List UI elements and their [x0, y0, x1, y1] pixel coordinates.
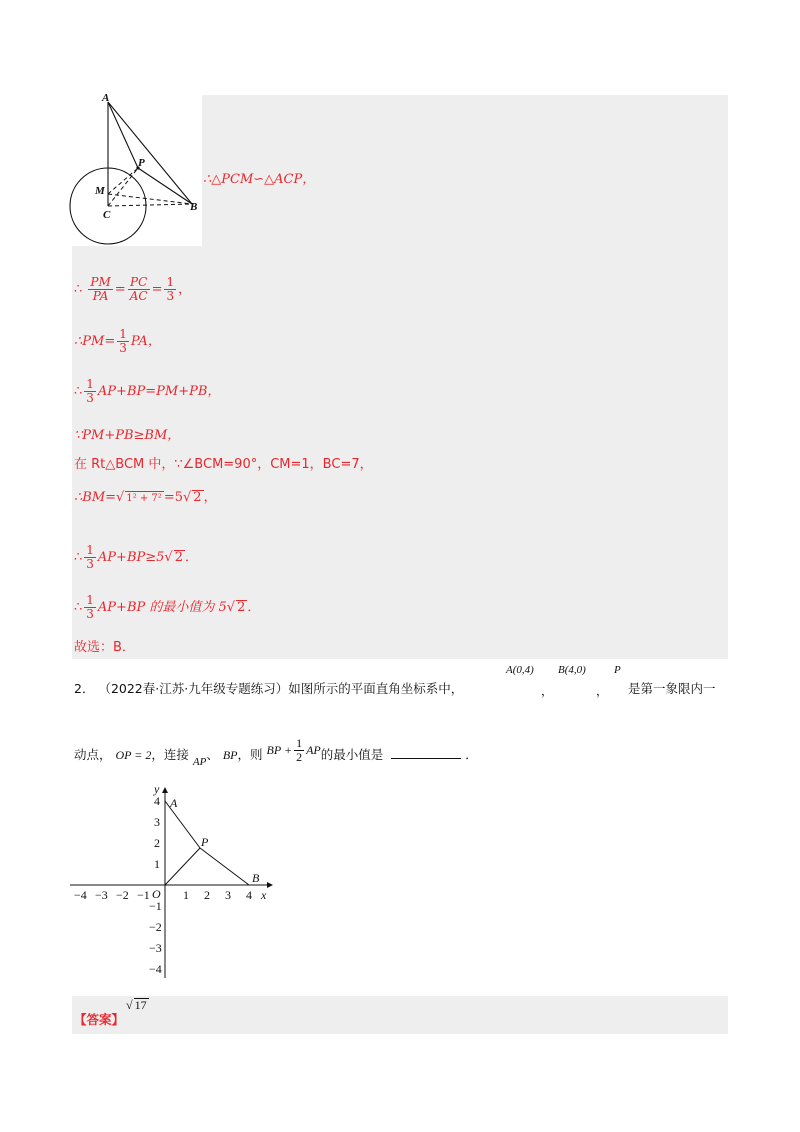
y-tick-label: 4 — [154, 794, 160, 808]
pm-line: ∴PM= $\frac{1}{3}$ PA， — [74, 327, 161, 355]
answer-label: 【答案】 — [74, 1012, 125, 1027]
segment-cp — [108, 168, 138, 206]
sum-line: ∴ $\frac{1}{3}$ AP+BP=PM+PB， — [74, 377, 221, 405]
label-p: P — [138, 157, 145, 169]
min-line: ∴ $\frac{1}{3}$ AP+BP 的最小值为 5√ 2 ． — [74, 593, 261, 621]
problem2-line1: 2． （2022春·江苏·九年级专题练习）如图所示的平面直角坐标系中， — [74, 681, 464, 696]
point-b-coord: B(4,0) — [558, 664, 586, 676]
comma-b: ， — [596, 684, 609, 698]
x-tick-label: 2 — [204, 888, 210, 902]
x-tick-label: 4 — [246, 888, 252, 902]
ge-line: ∴ $\frac{1}{3}$ AP+BP≥5√ 2 ． — [74, 543, 199, 571]
y-tick-label: −3 — [149, 941, 162, 955]
point-a-coord: A(0,4) — [506, 664, 534, 676]
y-tick-label: 3 — [154, 815, 160, 829]
x-ticks — [74, 888, 252, 902]
point-a-label: A — [170, 796, 178, 810]
y-tick-label: 1 — [154, 857, 160, 871]
point-b-label: B — [252, 871, 260, 885]
x-tick-label: −3 — [95, 888, 108, 902]
problem2-tail1: 是第一象限内一 — [628, 681, 716, 696]
x-tick-label: −1 — [137, 888, 150, 902]
y-tick-label: −1 — [149, 899, 162, 913]
x-tick-label: 1 — [183, 888, 189, 902]
choice-line: 故选：B． — [74, 640, 135, 655]
x-tick-label: −4 — [74, 888, 87, 902]
label-c: C — [103, 209, 111, 221]
answer-value: √ 17 — [126, 998, 147, 1012]
answer-panel — [72, 996, 728, 1034]
segment-ab — [108, 102, 192, 204]
segment-pb — [200, 848, 249, 885]
point-p-label: P — [201, 835, 209, 849]
x-tick-label: −2 — [116, 888, 129, 902]
problem2-line2: 动点， OP = 2，连接 AP、 BP，则 BP + $\frac{1}{2}$ AP的最小值是 ． — [74, 736, 478, 768]
comma-a: ， — [541, 684, 554, 698]
y-tick-label: −4 — [149, 962, 162, 976]
origin-label: O — [152, 887, 161, 901]
rt-line: 在 Rt△BCM 中，∵∠BCM=90°，CM=1，BC=7， — [74, 457, 373, 472]
point-p-label: P — [614, 664, 621, 676]
segment-op — [165, 848, 200, 885]
answer-blank — [391, 758, 461, 759]
label-m: M — [95, 185, 105, 197]
ineq-line: ∵PM+PB≥BM， — [74, 428, 181, 443]
x-axis-label: x — [261, 888, 267, 902]
figure1-diagram — [62, 90, 202, 246]
figure2-coordinate-plane — [66, 782, 282, 986]
y-tick-label: −2 — [149, 920, 162, 934]
segment-ap — [108, 102, 138, 168]
segment-mp — [108, 168, 138, 194]
x-tick-label: 3 — [225, 888, 231, 902]
similar-line: ∴△PCM∽△ACP， — [203, 172, 316, 187]
y-tick-label: 2 — [154, 836, 160, 850]
segment-cb — [108, 204, 192, 206]
label-a: A — [102, 92, 110, 104]
bm-line: ∴BM=√ 1² + 7² =5√ 2 ， — [74, 490, 217, 505]
ratio-line: ∴ $\frac{PM}{PA}$ = $\frac{PC}{AC}$ = $\frac{1}{3}$ ， — [74, 275, 192, 303]
label-b: B — [190, 201, 198, 213]
y-axis-label: y — [154, 782, 160, 796]
